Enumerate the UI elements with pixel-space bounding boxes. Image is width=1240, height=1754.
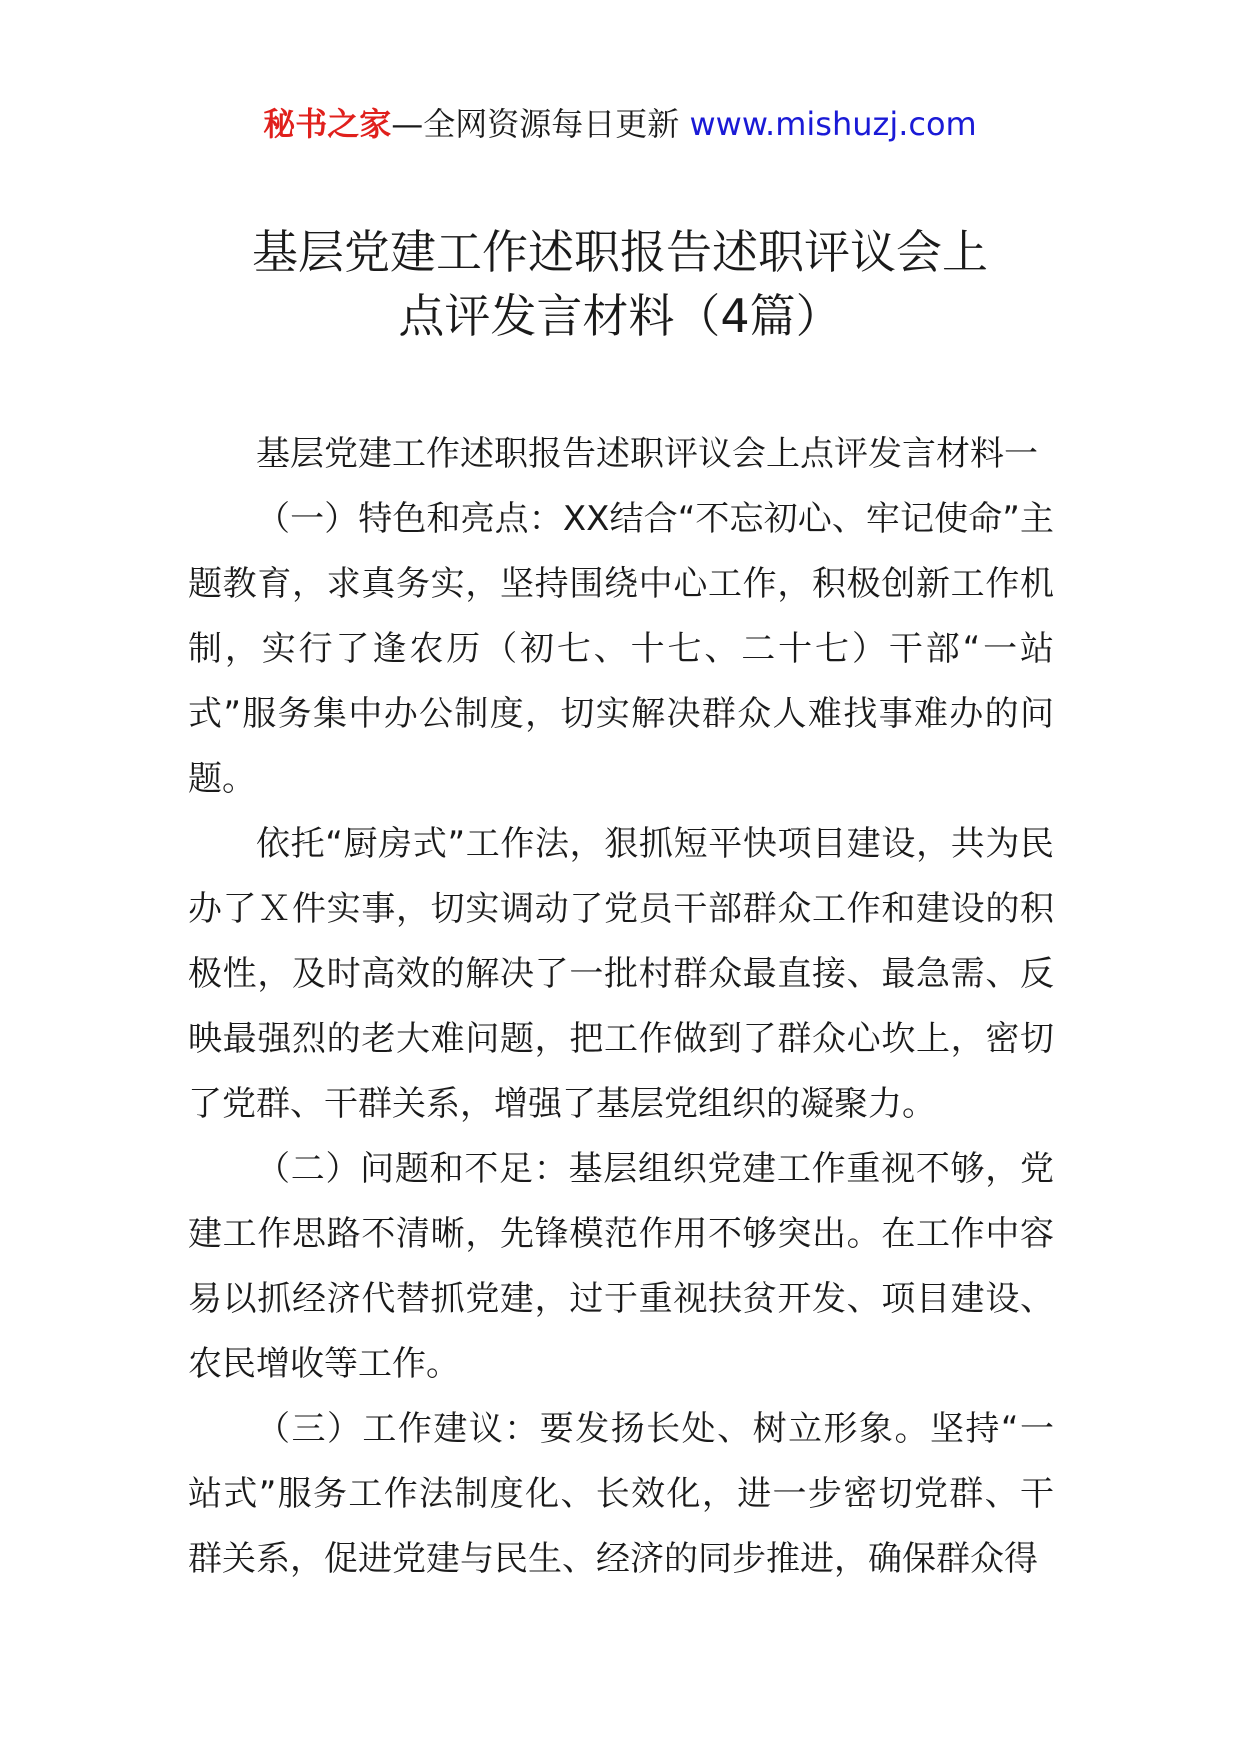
site-header [0, 100, 1240, 148]
section-subtitle: 基层党建工作述职报告述职评议会上点评发言材料一 [256, 434, 1038, 474]
paragraph-highlights: （一）特色和亮点：XX结合“不忘初心、牢记使命”主题教育，求真务实，坚持围绕中心工作，积极创新工作机制，实行了逢农历（初七、十七、二十七）干部“一站式”服务集中办公制度，切实解决群众人难找事难办的问题。 [188, 499, 1054, 799]
paragraph-problems: （二）问题和不足：基层组织党建工作重视不够，党建工作思路不清晰，先锋模范作用不够突出。在工作中容易以抓经济代替抓党建，过于重视扶贫开发、项目建设、农民增收等工作。 [188, 1149, 1054, 1384]
brand-name: 秘书之家 [263, 105, 392, 143]
paragraph-kitchen-method: 依托“厨房式”工作法，狠抓短平快项目建设，共为民办了Ｘ件实事，切实调动了党员干部群众工作和建设的积极性，及时高效的解决了一批村群众最直接、最急需、反映最强烈的老大难问题，把工作做到了群众心坎上，密切了党群、干群关系，增强了基层党组织的凝聚力。 [188, 824, 1054, 1124]
document-title [0, 220, 1240, 348]
site-url: www.mishuzj.com [689, 105, 977, 143]
paragraph-suggestions: （三）工作建议：要发扬长处、树立形象。坚持“一站式”服务工作法制度化、长效化，进一步密切党群、干群关系，促进党建与民生、经济的同步推进，确保群众得 [188, 1409, 1054, 1579]
title-line-1: 基层党建工作述职报告述职评议会上 [252, 225, 988, 279]
document-body [188, 422, 1054, 1592]
title-line-2: 点评发言材料（4篇） [398, 289, 842, 343]
header-tagline: —全网资源每日更新 [391, 105, 680, 143]
